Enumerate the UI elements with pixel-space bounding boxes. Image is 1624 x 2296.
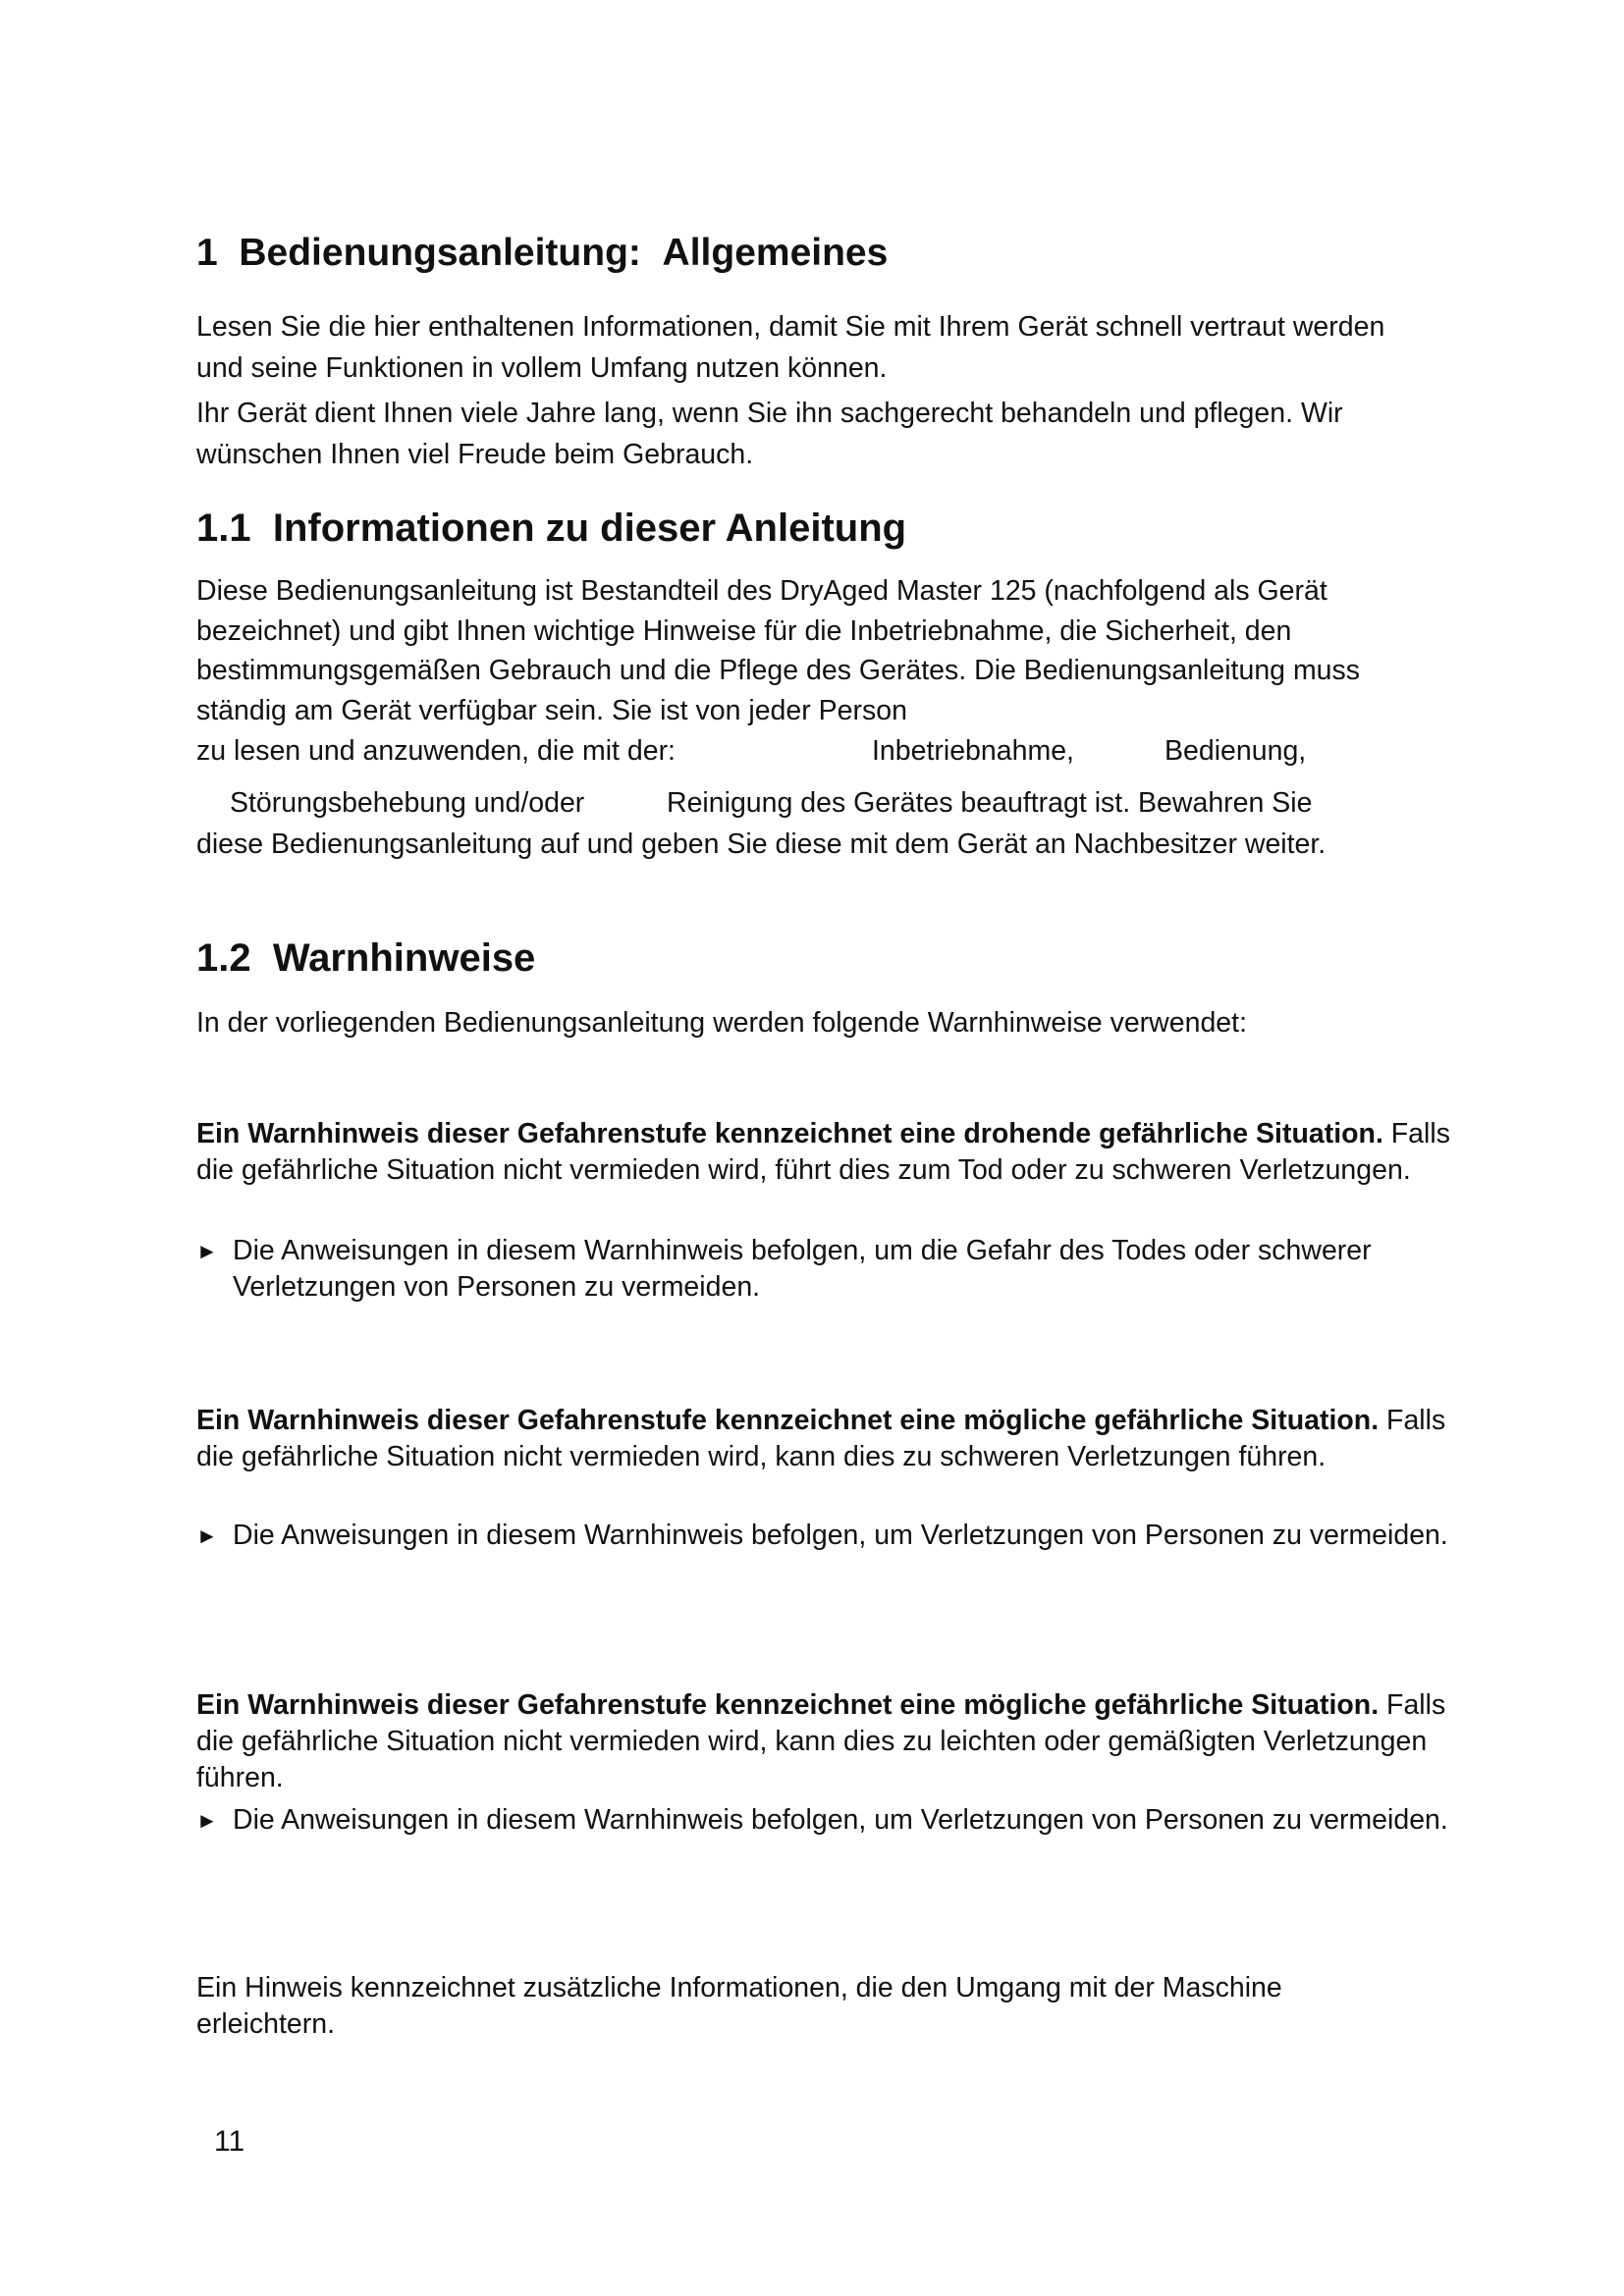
warning-caution-instruction <box>196 1802 1463 1839</box>
warnings-intro: In der vorliegenden Bedienungsanleitung werden folgende Warnhinweise verwendet: <box>196 1007 1247 1039</box>
list-item-inbetriebnahme: Inbetriebnahme, <box>872 735 1074 767</box>
section-1-1-paragraph: Diese Bedienungsanleitung ist Bestandteil des DryAged Master 125 (nachfolgend als Gerät bezeichnet) und gibt Ihnen wichtige Hinweise für die Inbetriebnahme, die Sicherheit, den bestimmungsgemäßen Gebrauch und die Pflege des Gerätes. Die Bedienungsanleitung muss ständig am Gerät verfügbar sein. Sie ist von jeder Person <box>196 575 1361 726</box>
warning-danger-text <box>196 1116 1458 1189</box>
list-item-stoerungsbehebung: Störungsbehebung und/oder <box>230 787 585 819</box>
arrow-right-icon: ► <box>196 1239 218 1263</box>
section-1-1-number: 1.1 <box>196 507 251 550</box>
list-intro: zu lesen und anzuwenden, die mit der: <box>196 735 676 767</box>
warning-danger-bold: Ein Warnhinweis dieser Gefahrenstufe kennzeichnet eine drohende gefährliche Situation. <box>196 1118 1383 1149</box>
warning-warning-text <box>196 1403 1458 1475</box>
note-text: Ein Hinweis kennzeichnet zusätzliche Informationen, die den Umgang mit der Maschine erleichtern. <box>196 1972 1282 2040</box>
section-1-number: 1 <box>196 232 218 274</box>
section-1-1-heading <box>196 505 906 552</box>
list-item-bedienung: Bedienung, <box>1164 735 1307 767</box>
list-item-reinigung: Reinigung des Gerätes beauftragt ist. Bewahren Sie <box>667 787 1313 819</box>
section-1-2-heading <box>196 934 535 982</box>
arrow-right-icon: ► <box>196 1808 218 1833</box>
warning-warning-instruction-text: Die Anweisungen in diesem Warnhinweis befolgen, um Verletzungen von Personen zu vermeiden. <box>233 1520 1448 1551</box>
page-number: 11 <box>214 2125 245 2158</box>
warning-caution-text <box>196 1687 1458 1796</box>
section-1-paragraph-1: Lesen Sie die hier enthaltenen Informationen, damit Sie mit Ihrem Gerät schnell vertraut werden und seine Funktionen in vollem Umfang nutzen können. <box>196 311 1385 384</box>
section-1-heading <box>196 230 888 277</box>
section-1-1-list-line-2 <box>230 782 1313 824</box>
section-1-paragraph-2: Ihr Gerät dient Ihnen viele Jahre lang, wenn Sie ihn sachgerecht behandeln und pflegen. Wir wünschen Ihnen viel Freude beim Gebrauch. <box>196 398 1343 470</box>
section-1-1-title: Informationen zu dieser Anleitung <box>272 507 907 550</box>
warning-caution-body: Falls die gefährliche Situation nicht vermieden wird, kann dies zu leichten oder gemäßigten Verletzungen führen. <box>196 1689 1446 1793</box>
warning-warning-instruction <box>196 1518 1463 1554</box>
section-1-1-paragraph-end: diese Bedienungsanleitung auf und geben Sie diese mit dem Gerät an Nachbesitzer weiter. <box>196 828 1326 860</box>
warning-danger-instruction-text: Die Anweisungen in diesem Warnhinweis befolgen, um die Gefahr des Todes oder schwerer Verletzungen von Personen zu vermeiden. <box>233 1235 1372 1303</box>
section-1-title: Bedienungsanleitung: <box>239 232 641 274</box>
warning-danger-body: Falls die gefährliche Situation nicht vermieden wird, führt dies zum Tod oder zu schweren Verletzungen. <box>196 1118 1450 1186</box>
section-1-title-2: Allgemeines <box>662 232 889 274</box>
warning-caution-instruction-text: Die Anweisungen in diesem Warnhinweis befolgen, um Verletzungen von Personen zu vermeiden. <box>233 1804 1448 1836</box>
arrow-right-icon: ► <box>196 1523 218 1548</box>
warning-warning-bold: Ein Warnhinweis dieser Gefahrenstufe kennzeichnet eine mögliche gefährliche Situation. <box>196 1405 1380 1436</box>
section-1-1-list-line <box>196 730 1307 772</box>
section-1-2-number: 1.2 <box>196 936 251 980</box>
warning-warning-body: Falls die gefährliche Situation nicht vermieden wird, kann dies zu schweren Verletzungen führen. <box>196 1405 1446 1472</box>
warning-caution-bold: Ein Warnhinweis dieser Gefahrenstufe kennzeichnet eine mögliche gefährliche Situation. <box>196 1689 1380 1721</box>
section-1-2-title: Warnhinweise <box>272 936 536 980</box>
warning-danger-instruction <box>196 1233 1463 1306</box>
